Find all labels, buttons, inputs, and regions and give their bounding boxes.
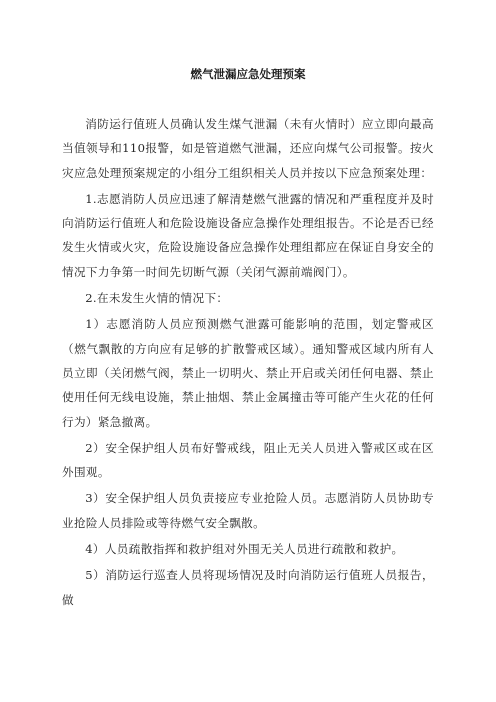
document-body bbox=[62, 112, 434, 614]
paragraph-intro: 消防运行值班人员确认发生煤气泄漏（未有火情时）应立即向最高当值领导和110报警，如是管道燃气泄漏，还应向煤气公司报警。按火灾应急处理预案规定的小组分工组织相关人员并按以下应急预案处理： bbox=[62, 117, 434, 180]
paragraph-item-1: 1.志愿消防人员应迅速了解清楚燃气泄露的情况和严重程度并及时向消防运行值班人和危险设施设备应急操作处理组报告。不论是否已经发生火情或火灾，危险设施设备应急操作处理组都应在保证自身安全的情况下力争第一时间先切断气源（关闭气源前端阀门）。 bbox=[62, 191, 434, 279]
paragraph-item-2: 2.在未发生火情的情况下： bbox=[85, 291, 229, 306]
page-title: 燃气泄漏应急处理预案 bbox=[190, 67, 306, 81]
paragraph-subitem-2: 2）安全保护组人员布好警戒线，阻止无关人员进入警戒区或在区外围观。 bbox=[62, 440, 434, 480]
paragraph-subitem-5: 5）消防运行巡查人员将现场情况及时向消防运行值班人员报告，做 bbox=[62, 568, 434, 607]
paragraph-subitem-1: 1）志愿消防人员应预测燃气泄露可能影响的范围，划定警戒区（燃气飘散的方向应有足够的扩散警戒区域）。通知警戒区域内所有人员立即（关闭燃气阀，禁止一切明火、禁止开启或关闭任何电器、禁止使用任何无线电设施，禁止抽烟、禁止金属撞击等可能产生火花的任何行为）紧急撤离。 bbox=[62, 317, 434, 429]
paragraph-subitem-3: 3）安全保护组人员负责接应专业抢险人员。志愿消防人员协助专业抢险人员排险或等待燃气安全飘散。 bbox=[62, 491, 434, 530]
paragraph-subitem-4: 4）人员疏散指挥和救护组对外围无关人员进行疏散和救护。 bbox=[85, 542, 404, 557]
